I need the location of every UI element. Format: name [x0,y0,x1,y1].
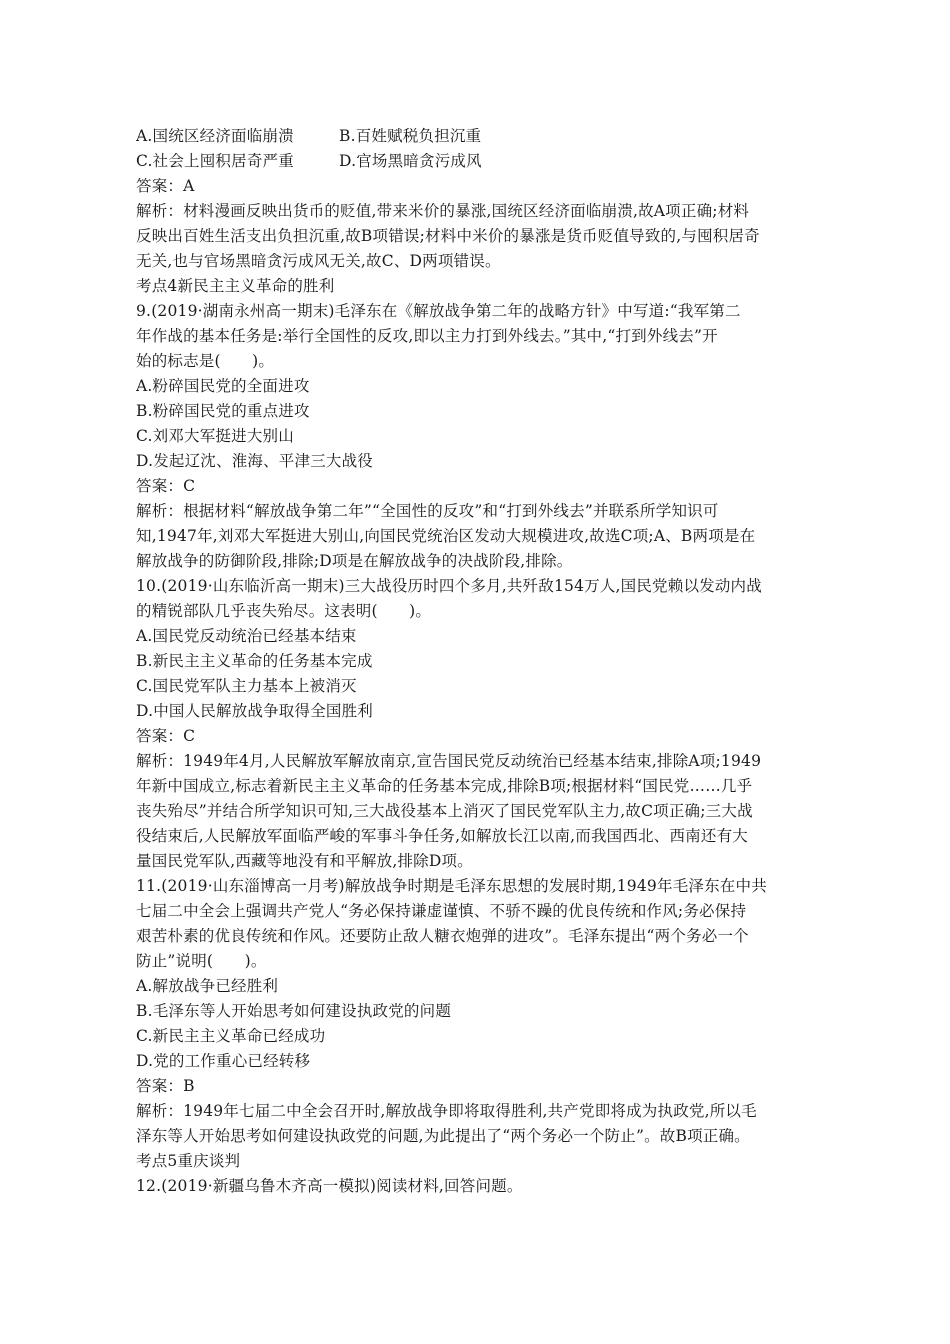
q9-stem-line: 9.(2019·湖南永州高一期末)毛泽东在《解放战争第二年的战略方针》中写道:“我军第二 [136,302,741,320]
q9-analysis-line: 解放战争的防御阶段,排除;D项是在解放战争的决战阶段,排除。 [136,552,573,570]
q11-option-b: B.毛泽东等人开始思考如何建设执政党的问题 [136,1002,452,1020]
section-heading-4: 考点4新民主主义革命的胜利 [136,277,335,295]
q9-stem-line: 年作战的基本任务是:举行全国性的反攻,即以主力打到外线去。”其中,“打到外线去”开 [136,327,718,345]
q11-option-c: C.新民主主义革命已经成功 [136,1027,326,1045]
q9-option-c: C.刘邓大军挺进大别山 [136,427,294,445]
q9-stem-line: 始的标志是( )。 [136,352,275,370]
q11-analysis-line: 泽东等人开始思考如何建设执政党的问题,为此提出了“两个务必一个防止”。故B项正确。 [136,1127,750,1145]
q8-option-c: C.社会上囤积居奇严重 [136,152,294,170]
q11-stem-line: 七届二中全会上强调共产党人“务必保持谦虚谨慎、不骄不躁的优良传统和作风;务必保持 [136,902,747,920]
q10-option-b: B.新民主主义革命的任务基本完成 [136,652,373,670]
q11-option-d: D.党的工作重心已经转移 [136,1052,311,1070]
q8-option-a: A.国统区经济面临崩溃 [136,127,294,145]
q10-analysis-line: 役结束后,人民解放军面临严峻的军事斗争任务,如解放长江以南,而我国西北、西南还有大 [136,827,748,845]
q9-analysis-line: 解析：根据材料“解放战争第二年”“全国性的反攻”和“打到外线去”并联系所学知识可 [136,502,719,520]
q10-analysis-line: 量国民党军队,西藏等地没有和平解放,排除D项。 [136,852,473,870]
q10-analysis-line: 解析：1949年4月,人民解放军解放南京,宣告国民党反动统治已经基本结束,排除A项;1949 [136,752,762,770]
q10-option-d: D.中国人民解放战争取得全国胜利 [136,702,374,720]
q10-analysis-line: 年新中国成立,标志着新民主主义革命的任务基本完成,排除B项;根据材料“国民党……几乎 [136,777,753,795]
q9-answer: 答案：C [136,477,196,495]
q11-answer: 答案：B [136,1077,195,1095]
document-page [136,124,826,1199]
q9-option-d: D.发起辽沈、淮海、平津三大战役 [136,452,374,470]
q8-analysis-line: 无关,也与官场黑暗贪污成风无关,故C、D两项错误。 [136,252,501,270]
q8-analysis-line: 解析：材料漫画反映出货币的贬值,带来米价的暴涨,国统区经济面临崩溃,故A项正确;材料 [136,202,750,220]
q8-option-d: D.官场黑暗贪污成风 [339,152,482,170]
q11-stem-line: 防止”说明( )。 [136,952,267,970]
q10-option-c: C.国民党军队主力基本上被消灭 [136,677,357,695]
q11-stem-line: 11.(2019·山东淄博高一月考)解放战争时期是毛泽东思想的发展时期,1949年毛泽东在中共 [136,877,767,895]
q8-options-row-2 [136,149,826,174]
q8-answer: 答案：A [136,177,195,195]
q11-analysis-line: 解析：1949年七届二中全会召开时,解放战争即将取得胜利,共产党即将成为执政党,所以毛 [136,1102,757,1120]
q11-stem-line: 艰苦朴素的优良传统和作风。还要防止敌人糖衣炮弹的进攻”。毛泽东提出“两个务必一个 [136,927,749,945]
q10-stem-line: 的精锐部队几乎丧失殆尽。这表明( )。 [136,602,432,620]
q10-option-a: A.国民党反动统治已经基本结束 [136,627,357,645]
q8-option-b: B.百姓赋税负担沉重 [339,127,482,145]
q8-options-row-1 [136,124,826,149]
q12-stem-line: 12.(2019·新疆乌鲁木齐高一模拟)阅读材料,回答问题。 [136,1177,523,1195]
q10-stem-line: 10.(2019·山东临沂高一期末)三大战役历时四个多月,共歼敌154万人,国民党赖以发动内战 [136,577,762,595]
q8-analysis-line: 反映出百姓生活支出负担沉重,故B项错误;材料中米价的暴涨是货币贬值导致的,与囤积居奇 [136,227,760,245]
q10-analysis-line: 丧失殆尽”并结合所学知识可知,三大战役基本上消灭了国民党军队主力,故C项正确;三大战 [136,802,753,820]
q9-option-b: B.粉碎国民党的重点进攻 [136,402,310,420]
q10-answer: 答案：C [136,727,196,745]
section-heading-5: 考点5重庆谈判 [136,1152,241,1170]
q9-option-a: A.粉碎国民党的全面进攻 [136,377,310,395]
q9-analysis-line: 知,1947年,刘邓大军挺进大别山,向国民党统治区发动大规模进攻,故选C项;A、B两项是在 [136,527,756,545]
q11-option-a: A.解放战争已经胜利 [136,977,279,995]
